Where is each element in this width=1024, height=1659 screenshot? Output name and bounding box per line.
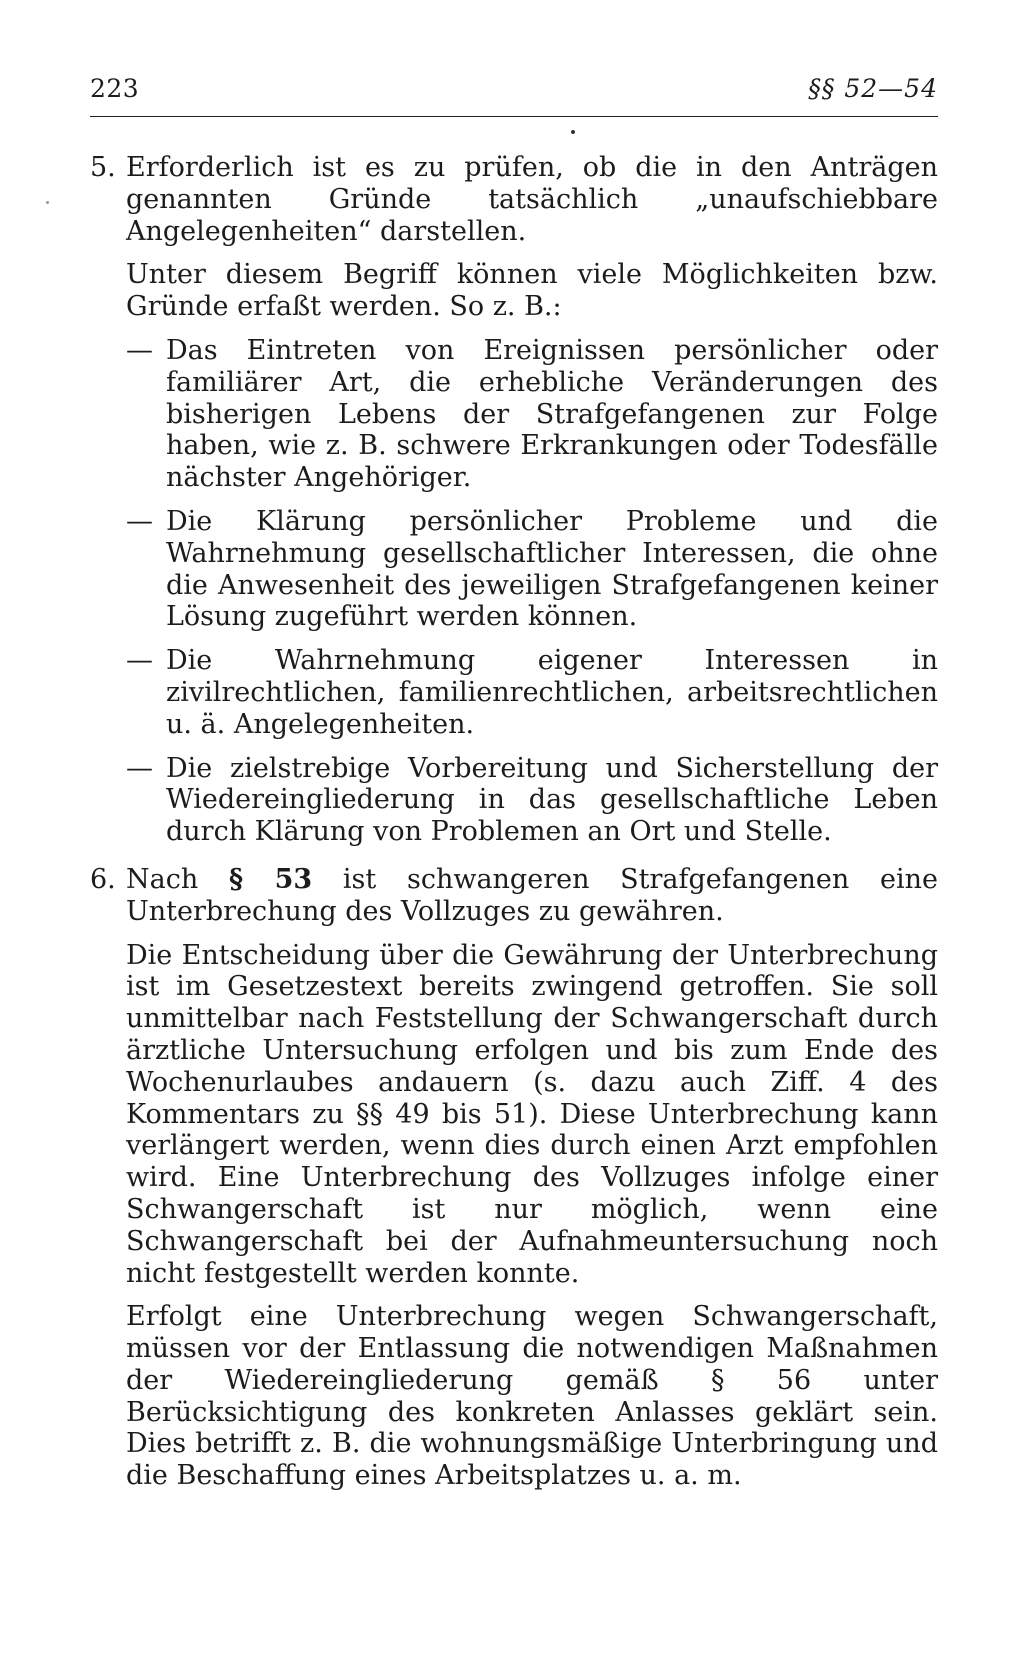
dash-list — [90, 335, 938, 848]
list-item — [90, 753, 938, 848]
print-speck — [571, 130, 575, 134]
numbered-item-6 — [90, 864, 938, 1492]
item-number: 5. — [90, 152, 116, 183]
list-item-text: Die Wahrnehmung eigener Interessen in zivilrechtlichen, familienrechtlichen, arbeitsrechtlichen u. ä. Angelegenheiten. — [166, 645, 938, 740]
item-lead-paragraph — [126, 864, 938, 928]
dash-marker: — — [126, 752, 153, 784]
paragraph-reference: § 53 — [228, 863, 313, 895]
list-item-text: Die Klärung persönlicher Probleme und die Wahrnehmung gesellschaftlicher Interessen, die ohne die Anwesenheit des jeweiligen Strafgefangenen keiner Lösung zugeführt werden können. — [166, 505, 938, 633]
print-speck — [46, 201, 49, 204]
list-item — [90, 506, 938, 633]
list-item-text: Das Eintreten von Ereignissen persönlicher oder familiärer Art, die erhebliche Veränderungen des bisherigen Lebens der Strafgefangenen zur Folge haben, wie z. B. schwere Erkrankungen oder Todesfälle nächster Angehöriger. — [166, 334, 938, 494]
lead-text-after: ist schwangeren Strafgefangenen eine Unterbrechung des Vollzuges zu gewähren. — [126, 863, 938, 927]
page-header — [90, 70, 938, 117]
section-reference: §§ 52—54 — [808, 74, 938, 103]
list-item — [90, 645, 938, 740]
body-paragraph: Erfolgt eine Unterbrechung wegen Schwangerschaft, müssen vor der Entlassung die notwendigen Maßnahmen der Wiedereingliederung gemäß § 56 unter Berücksichtigung des konkreten Anlasses geklärt sein. Dies betrifft z. B. die wohnungsmäßige Unterbringung und die Beschaffung eines Arbeitsplatzes u. a. m. — [126, 1301, 938, 1492]
list-item-text: Die zielstrebige Vorbereitung und Sicherstellung der Wiedereingliederung in das gesellschaftliche Leben durch Klärung von Problemen an Ort und Stelle. — [166, 752, 938, 848]
page-number: 223 — [90, 74, 140, 103]
list-item — [90, 335, 938, 494]
numbered-item-5 — [90, 152, 938, 323]
lead-text-before: Nach — [126, 863, 199, 895]
dash-marker: — — [126, 505, 153, 537]
item-number: 6. — [90, 863, 116, 895]
dash-marker: — — [126, 645, 153, 677]
page-body — [90, 152, 938, 1492]
item-lead-paragraph: Erforderlich ist es zu prüfen, ob die in den Anträgen genannten Gründe tatsächlich „unaufschiebbare Angelegenheiten“ darstellen. — [126, 152, 938, 247]
body-paragraph: Die Entscheidung über die Gewährung der Unterbrechung ist im Gesetzestext bereits zwingend getroffen. Sie soll unmittelbar nach Feststellung der Schwangerschaft durch ärztliche Untersuchung erfolgen und bis zum Ende des Wochenurlaubes andauern (s. dazu auch Ziff. 4 des Kommentars zu §§ 49 bis 51). Diese Unterbrechung kann verlängert werden, wenn dies durch einen Arzt empfohlen wird. Eine Unterbrechung des Vollzuges infolge einer Schwangerschaft ist nur möglich, wenn eine Schwangerschaft bei der Aufnahmeuntersuchung noch nicht festgestellt werden konnte. — [126, 939, 938, 1289]
item-intro-paragraph: Unter diesem Begriff können viele Möglichkeiten bzw. Gründe erfaßt werden. So z. B.: — [126, 259, 938, 323]
dash-marker: — — [126, 334, 153, 366]
